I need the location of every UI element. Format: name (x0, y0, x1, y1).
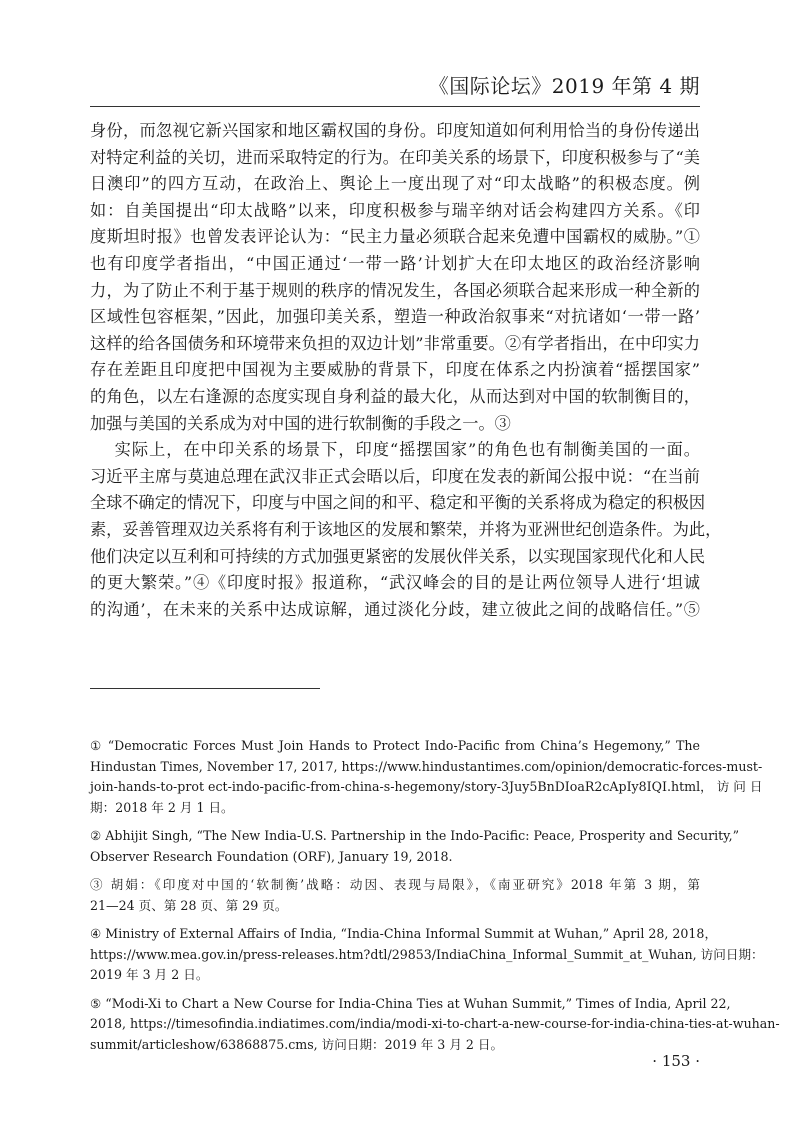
text-line: 他们决定以互利和可持续的方式加强更紧密的发展伙伴关系，以实现国家现代化和人民 (90, 546, 706, 566)
text-line: 全球不确定的情况下，印度与中国之间的和平、稳定和平衡的关系将成为稳定的积极因 (90, 493, 706, 513)
text-line: 加强与美国的关系成为对中国的进行软制衡的手段之一。③ (90, 413, 511, 433)
body-text (90, 118, 722, 623)
text-line: 的沟通’，在未来的关系中达成谅解，通过淡化分歧，建立彼此之间的战略信任。”⑤ (90, 599, 700, 619)
running-header (90, 68, 700, 107)
footnote-line: ② Abhijit Singh, “The New India-U.S. Partnership in the Indo-Pacific: Peace, Prosperity and Security,” (90, 828, 740, 843)
footnote-line: 期：2018 年 2 月 1 日。 (90, 799, 234, 815)
footnote-3 (90, 875, 700, 916)
footnote-2 (90, 826, 740, 867)
text-line: 素，妥善管理双边关系将有利于该地区的发展和繁荣，并将为亚洲世纪创造条件。为此， (90, 519, 722, 539)
footnote-line: ⑤ “Modi-Xi to Chart a New Course for India-China Ties at Wuhan Summit,” Times of India, April 22, (90, 995, 731, 1011)
text-line: 度斯坦时报》也曾发表评论认为：“民主力量必须联合起来免遭中国霸权的威胁。”① (90, 227, 700, 247)
footnote-line: 21—24 页、第 28 页、第 29 页。 (90, 897, 288, 913)
footnote-line: join-hands-to-prot ect-indo-pacific-from-china-s-hegemony/story-3Juy5BnDIoaR2cApIy8IQI.html， 访 问 日 (90, 779, 763, 794)
footnotes (90, 736, 780, 1063)
footnote-line: ④ Ministry of External Affairs of India, “India-China Informal Summit at Wuhan,” April 28, 2018， (90, 926, 718, 941)
text-line: 区域性包容框架，”因此，加强印美关系，塑造一种政治叙事来“对抗诸如‘一带一路’ (90, 307, 700, 327)
text-line: 如：自美国提出“印太战略”以来，印度积极参与瑞辛纳对话会构建四方关系。《印 (90, 200, 700, 220)
footnote-4 (90, 924, 764, 986)
journal-issue-title: 《国际论坛》2019 年第 4 期 (428, 74, 700, 98)
footnote-line: 2019 年 3 月 2 日。 (90, 967, 209, 982)
text-line: 对特定利益的关切，进而采取特定的行为。在印美关系的场景下，印度积极参与了“美 (90, 147, 700, 167)
text-line: 这样的给各国债务和环境带来负担的双边计划”非常重要。②有学者指出，在中印实力 (90, 333, 700, 353)
footnote-line: ① “Democratic Forces Must Join Hands to Protect Indo-Pacific from China’s Hegemony,” The (90, 738, 700, 753)
text-line: 身份，而忽视它新兴国家和地区霸权国的身份。印度知道如何利用恰当的身份传递出 (90, 121, 700, 140)
footnote-line: Observer Research Foundation (ORF), January 19, 2018. (90, 848, 453, 864)
text-line: 的更大繁荣。”④《印度时报》报道称，“武汉峰会的目的是让两位领导人进行‘坦诚 (90, 573, 700, 593)
footnote-divider (90, 688, 320, 689)
page-number: · 153 · (652, 1052, 700, 1070)
footnote-line: summit/articleshow/63868875.cms, 访问日期：2019 年 3 月 2 日。 (90, 1036, 504, 1052)
text-line: 力，为了防止不利于基于规则的秩序的情况发生，各国必须联合起来形成一种全新的 (90, 280, 700, 300)
footnote-line: Hindustan Times, November 17, 2017, https://www.hindustantimes.com/opinion/democratic-forces-must- (90, 758, 763, 774)
text-line: 也有印度学者指出，“中国正通过‘一带一路’计划扩大在印太地区的政治经济影响 (90, 253, 700, 273)
footnote-line: ③ 胡娟：《印度对中国的‘软制衡’战略：动因、表现与局限》，《南亚研究》2018 年第 3 期，第 (90, 877, 700, 892)
footnote-5 (90, 994, 780, 1056)
footnote-line: 2018, https://timesofindia.indiatimes.com/india/modi-xi-to-chart-a-new-course-for-india-china-ties-at-wuhan- (90, 1016, 780, 1031)
footnote-line: https://www.mea.gov.in/press-releases.htm?dtl/29853/IndiaChina_Informal_Summit_at_Wuhan, 访问日期： (90, 946, 764, 962)
text-line: 的角色，以左右逢源的态度实现自身利益的最大化，从而达到对中国的软制衡目的， (90, 386, 700, 406)
paragraph-2 (90, 437, 722, 623)
text-line: 习近平主席与莫迪总理在武汉非正式会晤以后，印度在发表的新闻公报中说：“在当前 (90, 466, 700, 486)
footnote-1 (90, 736, 763, 818)
paragraph-1 (90, 118, 700, 437)
text-line: 存在差距且印度把中国视为主要威胁的背景下，印度在体系之内扮演着“摇摆国家” (90, 360, 700, 380)
text-line: 日澳印”的四方互动，在政治上、舆论上一度出现了对“印太战略”的积极态度。例 (90, 174, 700, 194)
text-line: 实际上，在中印关系的场景下，印度“摇摆国家”的角色也有制衡美国的一面。 (90, 440, 700, 460)
